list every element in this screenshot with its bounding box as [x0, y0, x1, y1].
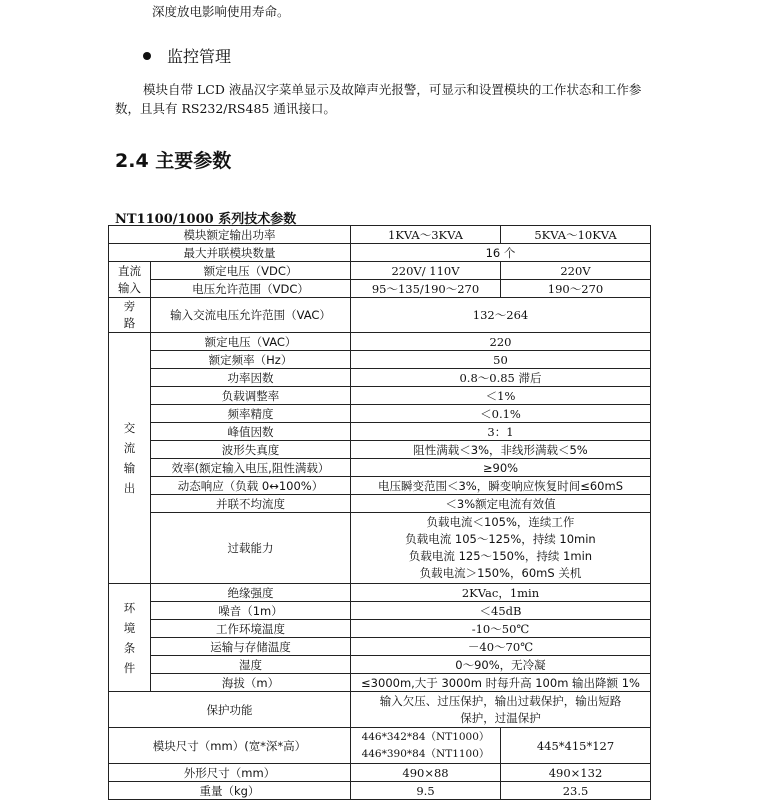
ac-row-value: 50 [351, 351, 651, 369]
bypass-label: 输入交流电压允许范围（VAC） [151, 298, 351, 333]
env-row-value: 0～90%，无冷凝 [351, 656, 651, 674]
overload-line: 负载电流 105～125%，持续 10min [405, 532, 596, 546]
overload-line: 负载电流 125～150%，持续 1min [408, 549, 593, 563]
spec-table [108, 225, 651, 800]
ac-row-value: 0.8～0.85 滞后 [351, 369, 651, 387]
table-row [109, 692, 651, 728]
ac-row-label: 额定频率（Hz） [151, 351, 351, 369]
table-row [109, 459, 651, 477]
dc-rated-voltage-v1: 220V/ 110V [351, 262, 501, 280]
table-row [109, 477, 651, 495]
module-size-line: 446*342*84（NT1000） [361, 730, 490, 743]
env-row-value: -10～50℃ [351, 620, 651, 638]
dc-rated-voltage-label: 额定电压（VDC） [151, 262, 351, 280]
overload-label: 过载能力 [151, 513, 351, 584]
weight-v2: 23.5 [501, 782, 651, 800]
table-row [109, 495, 651, 513]
env-row-value: －40～70℃ [351, 638, 651, 656]
table-row [109, 298, 651, 333]
env-row-label: 湿度 [151, 656, 351, 674]
ac-row-label: 波形失真度 [151, 441, 351, 459]
ac-row-label: 动态响应（负载 0↔100%） [151, 477, 351, 495]
ac-output-group: 交 流 输 出 [109, 333, 151, 584]
table-row [109, 351, 651, 369]
module-size-v2: 445*415*127 [501, 728, 651, 764]
ac-row-value: ≥90% [351, 459, 651, 477]
table-row [109, 656, 651, 674]
table-row [109, 602, 651, 620]
ac-row-value: 阻性满载＜3%，非线形满载＜5% [351, 441, 651, 459]
table-row [109, 513, 651, 584]
header-col1: 1KVA～3KVA [351, 226, 501, 244]
monitoring-heading [143, 44, 231, 67]
weight-v1: 9.5 [351, 782, 501, 800]
outline-size-v1: 490×88 [351, 764, 501, 782]
dc-rated-voltage-v2: 220V [501, 262, 651, 280]
protection-line: 保护，过温保护 [460, 710, 541, 725]
bypass-group: 旁 路 [109, 298, 151, 333]
dc-voltage-range-v1: 95～135/190～270 [351, 280, 501, 298]
ac-row-label: 峰值因数 [151, 423, 351, 441]
module-size-label: 模块尺寸（mm）(宽*深*高） [109, 728, 351, 764]
table-row [109, 369, 651, 387]
outline-size-v2: 490×132 [501, 764, 651, 782]
ac-row-value: 3：1 [351, 423, 651, 441]
table-row [109, 764, 651, 782]
dc-voltage-range-v2: 190～270 [501, 280, 651, 298]
intro-text-tail: 深度放电影响使用寿命。 [152, 4, 290, 19]
max-parallel-label: 最大并联模块数量 [109, 244, 351, 262]
env-row-value: ＜45dB [351, 602, 651, 620]
ac-row-value: ＜1% [351, 387, 651, 405]
protection-value [351, 692, 651, 728]
table-title: NT1100/1000 系列技术参数 [115, 212, 297, 227]
table-row [109, 226, 651, 244]
section-title: 2.4 主要参数 [115, 150, 232, 172]
header-label: 模块额定输出功率 [109, 226, 351, 244]
table-row [109, 262, 651, 280]
table-row [109, 423, 651, 441]
env-row-label: 海拔（m） [151, 674, 351, 692]
table-row [109, 638, 651, 656]
header-col2: 5KVA～10KVA [501, 226, 651, 244]
ac-row-label: 额定电压（VAC） [151, 333, 351, 351]
table-row [109, 387, 651, 405]
ac-row-value: ＜3%额定电流有效值 [351, 495, 651, 513]
monitoring-heading-text: 监控管理 [167, 47, 232, 66]
env-row-value: 2KVac，1min [351, 584, 651, 602]
ac-row-value: 电压瞬变范围＜3%，瞬变响应恢复时间≤60mS [351, 477, 651, 495]
env-row-label: 运输与存储温度 [151, 638, 351, 656]
module-size-v1 [351, 728, 501, 764]
overload-line: 负载电流＜105%，连续工作 [426, 515, 575, 529]
dc-input-group: 直流 输入 [109, 262, 151, 298]
env-row-label: 噪音（1m） [151, 602, 351, 620]
protection-line: 输入欠压、过压保护，输出过载保护，输出短路 [379, 693, 622, 708]
table-row [109, 728, 651, 764]
module-size-line: 446*390*84（NT1100） [361, 747, 490, 760]
weight-label: 重量（kg） [109, 782, 351, 800]
table-row [109, 782, 651, 800]
ac-row-label: 频率精度 [151, 405, 351, 423]
overload-line: 负载电流＞150%，60mS 关机 [419, 566, 582, 580]
table-row [109, 405, 651, 423]
overload-lines [351, 513, 651, 584]
environment-group: 环 境 条 件 [109, 584, 151, 692]
table-row [109, 620, 651, 638]
ac-row-label: 并联不均流度 [151, 495, 351, 513]
ac-row-value: 220 [351, 333, 651, 351]
table-row [109, 244, 651, 262]
ac-row-label: 效率(额定输入电压,阻性满载） [151, 459, 351, 477]
ac-row-label: 负载调整率 [151, 387, 351, 405]
env-row-value: ≤3000m,大于 3000m 时每升高 100m 输出降额 1% [351, 674, 651, 692]
ac-row-value: ＜0.1% [351, 405, 651, 423]
bullet-icon [143, 52, 151, 60]
max-parallel-value: 16 个 [351, 244, 651, 262]
table-row [109, 441, 651, 459]
table-row [109, 333, 651, 351]
env-row-label: 工作环境温度 [151, 620, 351, 638]
dc-voltage-range-label: 电压允许范围（VDC） [151, 280, 351, 298]
ac-row-label: 功率因数 [151, 369, 351, 387]
outline-size-label: 外形尺寸（mm） [109, 764, 351, 782]
table-row [109, 674, 651, 692]
env-row-label: 绝缘强度 [151, 584, 351, 602]
protection-label: 保护功能 [109, 692, 351, 728]
table-row [109, 280, 651, 298]
bypass-value: 132～264 [351, 298, 651, 333]
monitoring-paragraph: 模块自带 LCD 液晶汉字菜单显示及故障声光报警，可显示和设置模块的工作状态和工作参数，且具有 RS232/RS485 通讯接口。 [115, 82, 642, 116]
table-row [109, 584, 651, 602]
